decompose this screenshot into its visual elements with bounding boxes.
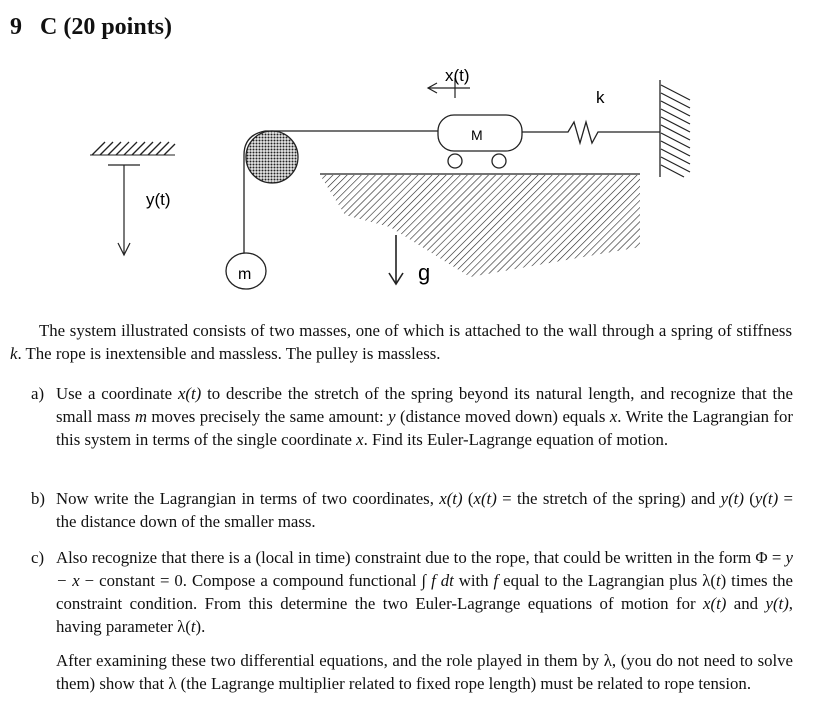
mechanics-figure [0,55,830,305]
intro-k: k [10,344,18,363]
gravity-arrow [389,235,403,284]
part-b [31,487,793,533]
problem-heading [10,14,172,41]
y-arrow [108,165,140,255]
part-b-label: b) [31,489,45,508]
spring [522,122,660,143]
part-a-text: Use a coordinate x(t) to describe the stretch of the spring beyond its natural length, and recognize that the small mass m moves precisely the same amount: y (distance moved down) equals x. Write the Lagrangian for this system in terms of the single coordinate x. Find its Euler-Lagrange equation of motion. [56,384,793,449]
part-c-label: c) [31,548,45,567]
problem-number: 9 [10,14,22,40]
intro-text-1: The system illustrated consists of two masses, one of which is attached to the wall through a spring of stiffness [39,321,792,340]
pulley [246,131,298,183]
label-M: M [471,127,483,143]
table-surface [320,174,640,277]
ceiling-support [90,142,175,155]
label-x: x(t) [445,66,470,85]
label-k: k [596,88,605,107]
intro-text-2: . The rope is inextensible and massless. The pulley is massless. [17,344,441,363]
part-a [31,382,793,451]
right-wall [660,80,690,177]
label-g: g [418,260,431,285]
part-a-label: a) [31,384,45,403]
label-m: m [238,266,252,283]
part-b-text: Now write the Lagrangian in terms of two coordinates, x(t) (x(t) = the stretch of the spring) and y(t) (y(t) = the distance down of the smaller mass. [56,489,793,531]
part-c [31,546,793,638]
label-y: y(t) [146,190,171,209]
problem-title: C (20 points) [40,14,173,40]
problem-intro [10,319,792,365]
part-c-text: Also recognize that there is a (local in time) constraint due to the rope, that could be written in the form Φ = y − x − constant = 0. Compose a compound functional ∫ f dt with f equal to the Lagrangian plus λ(t) times the constraint condition. From this determine the two Euler-Lagrange equations of motion for x(t) and y(t), having parameter λ(t). [56,548,794,636]
part-c-followup: After examining these two differential equations, and the role played in them by λ, (you do not need to solve them) show that λ (the Lagrange multiplier related to fixed rope length) must be related to rope tension. [56,651,793,693]
